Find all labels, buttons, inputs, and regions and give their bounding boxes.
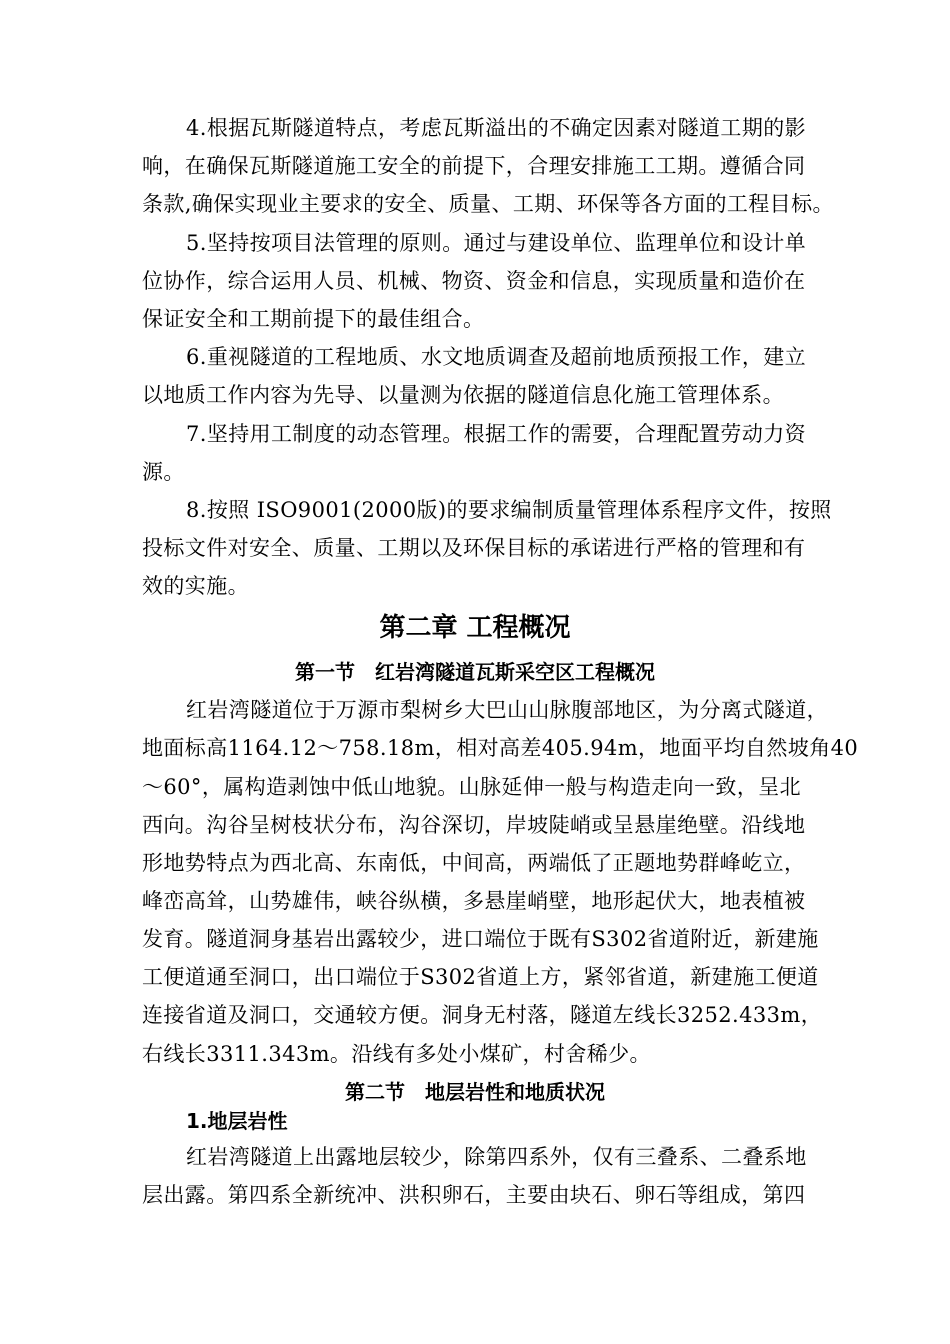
paragraph-line: ～60°，属构造剥蚀中低山地貌。山脉延伸一般与构造走向一致，呈北 xyxy=(142,775,802,799)
paragraph-line: 条款,确保实现业主要求的安全、质量、工期、环保等各方面的工程目标。 xyxy=(142,192,834,216)
paragraph-line: 效的实施。 xyxy=(142,574,249,598)
paragraph-line: 西向。沟谷呈树枝状分布，沟谷深切，岸坡陡峭或呈悬崖绝壁。沿线地 xyxy=(142,813,806,837)
paragraph-line: 5.坚持按项目法管理的原则。通过与建设单位、监理单位和设计单 xyxy=(186,231,807,255)
paragraph-line: 7.坚持用工制度的动态管理。根据工作的需要，合理配置劳动力资 xyxy=(186,422,807,446)
section-title: 第一节 红岩湾隧道瓦斯采空区工程概况 xyxy=(295,660,655,684)
paragraph-line: 地面标高1164.12～758.18m，相对高差405.94m，地面平均自然坡角40 xyxy=(142,736,859,760)
paragraph-line: 源。 xyxy=(142,460,185,484)
paragraph-line: 位协作，综合运用人员、机械、物资、资金和信息，实现质量和造价在 xyxy=(142,269,806,293)
paragraph-line: 保证安全和工期前提下的最佳组合。 xyxy=(142,307,485,331)
paragraph-line: 8.按照 ISO9001(2000版)的要求编制质量管理体系程序文件，按照 xyxy=(186,498,832,522)
paragraph-line: 工便道通至洞口，出口端位于S302省道上方，紧邻省道，新建施工便道 xyxy=(142,965,819,989)
section-title: 第二节 地层岩性和地质状况 xyxy=(345,1080,605,1104)
paragraph-line: 以地质工作内容为先导、以量测为依据的隧道信息化施工管理体系。 xyxy=(142,383,784,407)
paragraph-line: 层出露。第四系全新统冲、洪积卵石，主要由块石、卵石等组成，第四 xyxy=(142,1183,806,1207)
subsection-title: 1.地层岩性 xyxy=(186,1109,288,1133)
paragraph-line: 响，在确保瓦斯隧道施工安全的前提下，合理安排施工工期。遵循合同 xyxy=(142,154,806,178)
paragraph-line: 投标文件对安全、质量、工期以及环保目标的承诺进行严格的管理和有 xyxy=(142,536,806,560)
paragraph-line: 红岩湾隧道上出露地层较少，除第四系外，仅有三叠系、二叠系地 xyxy=(186,1145,807,1169)
paragraph-line: 红岩湾隧道位于万源市梨树乡大巴山山脉腹部地区，为分离式隧道， xyxy=(186,698,828,722)
paragraph-line: 峰峦高耸，山势雄伟，峡谷纵横，多悬崖峭壁，地形起伏大，地表植被 xyxy=(142,889,806,913)
paragraph-line: 形地势特点为西北高、东南低，中间高，两端低了正题地势群峰屹立， xyxy=(142,851,806,875)
paragraph-line: 右线长3311.343m。沿线有多处小煤矿，村舍稀少。 xyxy=(142,1042,651,1066)
paragraph-line: 6.重视隧道的工程地质、水文地质调查及超前地质预报工作，建立 xyxy=(186,345,807,369)
paragraph-line: 4.根据瓦斯隧道特点，考虑瓦斯溢出的不确定因素对隧道工期的影 xyxy=(186,116,807,140)
paragraph-line: 发育。隧道洞身基岩出露较少，进口端位于既有S302省道附近，新建施 xyxy=(142,927,819,951)
paragraph-line: 连接省道及洞口，交通较方便。洞身无村落，隧道左线长3252.433m， xyxy=(142,1003,823,1027)
chapter-title: 第二章 工程概况 xyxy=(379,613,571,643)
